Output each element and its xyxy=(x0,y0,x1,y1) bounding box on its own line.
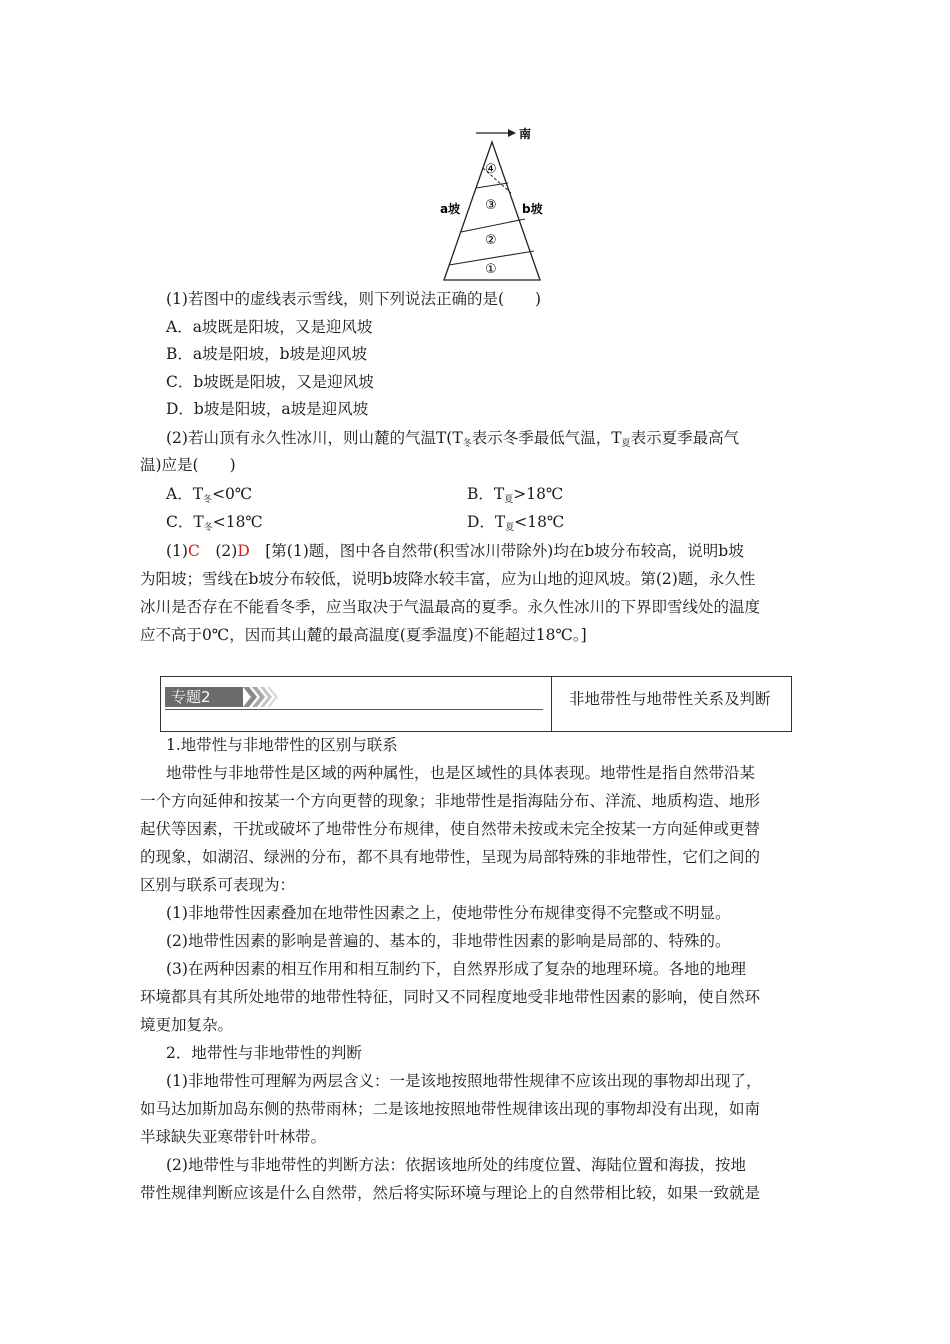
q1-option-c: C．b坡既是阳坡，又是迎风坡 xyxy=(166,373,374,391)
slope-b-label: b坡 xyxy=(522,202,543,216)
topic-tag-stripes xyxy=(243,687,303,707)
q2-stem-part: 表示夏季最高气 xyxy=(630,429,740,447)
zone-3-label: ③ xyxy=(485,198,497,213)
option-text: D．T xyxy=(467,513,506,531)
section2-item2-line: (2)地带性与非地带性的判断方法：依据该地所处的纬度位置、海陆位置和海拔，按地 xyxy=(166,1156,746,1174)
q2-stem-part: (2)若山顶有永久性冰川，则山麓的气温T(T xyxy=(166,429,463,447)
q2-option-c xyxy=(166,512,263,538)
topic-header xyxy=(160,676,792,732)
q1-stem: (1)若图中的虚线表示雪线，则下列说法正确的是( ) xyxy=(166,290,542,308)
answer-prefix: (1) xyxy=(166,542,188,560)
subscript-summer: 夏 xyxy=(504,495,514,505)
answer-line2: 为阳坡；雪线在b坡分布较低，说明b坡降水较丰富，应为山地的迎风坡。第(2)题，永久性 xyxy=(140,570,756,588)
section1-para-line: 的现象，如湖沼、绿洲的分布，都不具有地带性，呈现为局部特殊的非地带性，它们之间的 xyxy=(140,848,761,866)
q2-option-d xyxy=(467,512,564,538)
topic-underline xyxy=(165,709,543,710)
mountain-zone-diagram xyxy=(430,120,570,286)
direction-label: 南 xyxy=(519,127,532,141)
q2-stem-part: 表示冬季最低气温，T xyxy=(471,429,622,447)
option-text: B．T xyxy=(467,485,505,503)
zone-2-label: ② xyxy=(485,233,497,248)
section1-item3-line: 环境都具有其所处地带的地带性特征，同时又不同程度地受非地带性因素的影响，使自然环 xyxy=(140,988,761,1006)
section1-item1: (1)非地带性因素叠加在地带性因素之上，使地带性分布规律变得不完整或不明显。 xyxy=(166,904,731,922)
option-text: <18℃ xyxy=(212,513,263,531)
topic-title: 非地带性与地带性关系及判断 xyxy=(569,690,771,708)
subscript-winter: 冬 xyxy=(203,523,213,533)
zone-1-label: ① xyxy=(485,262,497,277)
option-text: <18℃ xyxy=(514,513,565,531)
subscript-summer: 夏 xyxy=(505,523,515,533)
north-arrow xyxy=(476,129,516,137)
section1-para-line: 一个方向延伸和按某一个方向更替的现象；非地带性是指海陆分布、洋流、地质构造、地形 xyxy=(140,792,761,810)
answer-line3: 冰川是否存在不能看冬季，应当取决于气温最高的夏季。永久性冰川的下界即雪线处的温度 xyxy=(140,598,761,616)
section1-para-line: 起伏等因素，干扰或破坏了地带性分布规律，使自然带未按或未完全按某一方向延伸或更替 xyxy=(140,820,761,838)
topic-tag: 专题2 xyxy=(165,687,243,707)
slope-a-label: a坡 xyxy=(440,202,461,216)
answer-prefix: (2) xyxy=(199,542,238,560)
section2-item1-line: (1)非地带性可理解为两层含义：一是该地按照地带性规律不应该出现的事物却出现了， xyxy=(166,1072,762,1090)
section1-heading: 1.地带性与非地带性的区别与联系 xyxy=(166,736,398,754)
section1-para-line: 地带性与非地带性是区域的两种属性，也是区域性的具体表现。地带性是指自然带沿某 xyxy=(166,764,756,782)
section2-item1-line: 如马达加斯加岛东侧的热带雨林；二是该地按照地带性规律该出现的事物却没有出现，如南 xyxy=(140,1100,761,1118)
answer-explanation: [第(1)题，图中各自然带(积雪冰川带除外)均在b坡分布较高，说明b坡 xyxy=(249,542,744,560)
section1-item3-line: 境更加复杂。 xyxy=(140,1016,234,1034)
option-text: <0℃ xyxy=(212,485,253,503)
section1-para-line: 区别与联系可表现为： xyxy=(140,876,296,894)
option-text: C．T xyxy=(166,513,204,531)
zone-4-label: ④ xyxy=(485,162,497,177)
q1-option-b: B．a坡是阳坡，b坡是迎风坡 xyxy=(166,345,368,363)
q2-option-b xyxy=(467,484,563,510)
subscript-summer: 夏 xyxy=(621,439,631,449)
section2-item2-line: 带性规律判断应该是什么自然带，然后将实际环境与理论上的自然带相比较，如果一致就是 xyxy=(140,1184,761,1202)
section1-item2: (2)地带性因素的影响是普遍的、基本的，非地带性因素的影响是局部的、特殊的。 xyxy=(166,932,731,950)
subscript-winter: 冬 xyxy=(203,495,213,505)
section2-item1-line: 半球缺失亚寒带针叶林带。 xyxy=(140,1128,327,1146)
option-text: >18℃ xyxy=(513,485,564,503)
q1-option-a: A．a坡既是阳坡，又是迎风坡 xyxy=(166,318,373,336)
q1-option-d: D．b坡是阳坡，a坡是迎风坡 xyxy=(166,400,369,418)
q2-option-a xyxy=(166,484,252,510)
answer-q2: D xyxy=(237,542,250,560)
zone-boundary-2-3 xyxy=(461,219,525,232)
subscript-winter: 冬 xyxy=(462,439,472,449)
answer-q1: C xyxy=(187,542,200,560)
option-text: A．T xyxy=(166,485,204,503)
section2-heading: 2．地带性与非地带性的判断 xyxy=(166,1044,362,1062)
section1-item3-line: (3)在两种因素的相互作用和相互制约下，自然界形成了复杂的地理环境。各地的地理 xyxy=(166,960,746,978)
q2-stem-line2: 温)应是( ) xyxy=(140,456,236,474)
answer-line1 xyxy=(166,541,744,561)
q2-stem-line1 xyxy=(166,428,739,454)
answer-line4: 应不高于0℃，因而其山麓的最高温度(夏季温度)不能超过18℃。] xyxy=(140,626,587,644)
topic-divider xyxy=(551,677,552,731)
